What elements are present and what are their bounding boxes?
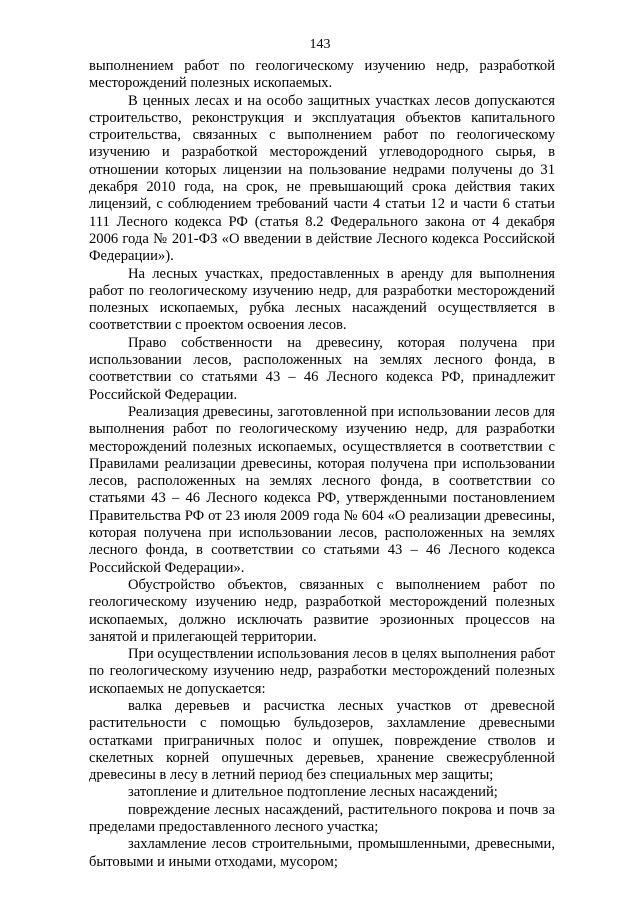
paragraph-prohibited-intro: При осуществлении использования лесов в целях выполнения работ по геологическому изучению недр, разработки месторождений полезных ископаемых не допускается: xyxy=(89,646,555,697)
paragraph-leased-plots: На лесных участках, предоставленных в аренду для выполнения работ по геологическому изучению недр, для разработки месторождений полезных ископаемых, рубка лесных насаждений осуществляется в соответствии с проектом освоения лесов. xyxy=(89,265,555,334)
document-body xyxy=(89,58,555,871)
list-item-flooding: затопление и длительное подтопление лесных насаждений; xyxy=(128,784,498,801)
paragraph-wood-sale: Реализация древесины, заготовленной при использовании лесов для выполнения работ по геологическому изучению недр, для разработки месторождений полезных ископаемых, осуществляется в соответствии с Правилами реализации древесины, которая получена при использовании лесов, расположенных на землях лесного фонда, в соответствии со статьями 43 – 46 Лесного кодекса РФ, утвержденными постановлением Правительства РФ от 23 июля 2009 года № 604 «О реализации древесины, которая получена при использовании лесов, расположенных на землях лесного фонда, в соответствии со статьями 43 – 46 Лесного кодекса Российской Федерации». xyxy=(89,403,555,576)
paragraph-erosion: Обустройство объектов, связанных с выполнением работ по геологическому изучению недр, разработкой месторождений полезных ископаемых, должно исключать развитие эрозионных процессов на занятой и прилегающей территории. xyxy=(89,576,555,645)
paragraph-ownership: Право собственности на древесину, которая получена при использовании лесов, расположенных на землях лесного фонда, в соответствии со статьями 43 – 46 Лесного кодекса РФ, принадлежит Российской Федерации. xyxy=(89,334,555,403)
list-item-littering: захламление лесов строительными, промышленными, древесными, бытовыми и иными отходами, мусором; xyxy=(89,836,555,870)
page-number: 143 xyxy=(309,37,331,52)
list-item-felling: валка деревьев и расчистка лесных участков от древесной растительности с помощью бульдозеров, захламление древесными остатками приграничных полос и опушек, повреждение стволов и скелетных корней опушечных деревьев, хранение свежесрубленной древесины в лесу в летний период без специальных мер защиты; xyxy=(89,697,555,784)
list-item-damage: повреждение лесных насаждений, растительного покрова и почв за пределами предоставленного лесного участка; xyxy=(89,801,555,836)
paragraph-continuation: выполнением работ по геологическому изучению недр, разработкой месторождений полезных ископаемых. xyxy=(89,58,555,92)
paragraph-valuable-forests: В ценных лесах и на особо защитных участках лесов допускаются строительство, реконструкция и эксплуатация объектов капитального строительства, связанных с выполнением работ по геологическому изучению и разработкой месторождений углеводородного сырья, в отношении которых лицензии на пользование недрами получены до 31 декабря 2010 года, на срок, не превышающий срока действия таких лицензий, с соблюдением требований части 4 статьи 12 и части 6 статьи 111 Лесного кодекса РФ (статья 8.2 Федерального закона от 4 декабря 2006 года № 201-ФЗ «О введении в действие Лесного кодекса Российской Федерации»). xyxy=(89,92,555,265)
